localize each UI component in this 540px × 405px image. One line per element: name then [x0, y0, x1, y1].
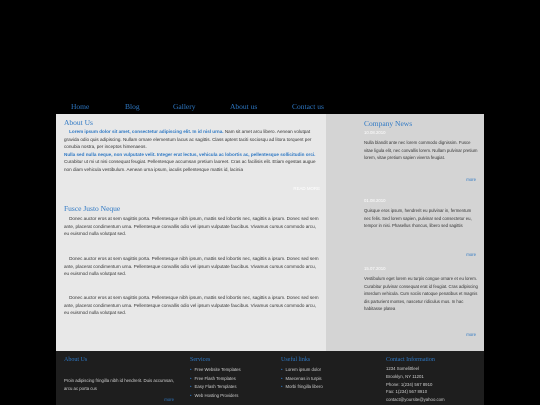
about-highlight-2: Nulla sed nulla neque, non vulputate velit. Integer erat lectus, vehicula ac lobortis ac, pellentesque sollicitudin orci. — [64, 151, 316, 157]
footer-useful-link[interactable]: • Lorem ipsum dolor — [281, 366, 323, 375]
footer-contact — [386, 357, 445, 404]
news-more-link[interactable]: more — [466, 252, 476, 257]
footer-links — [281, 357, 323, 392]
about-text-2: Curabitur ut mi ut nisi consequat feugiat. Pellentesque accumsan pretium laoreet. Cras ac facilisis elit. Etiam egestas augue non diam vehicula vestibulum. Aenean urna ipsum, iaculis pellentesque mattis id, lacinia — [64, 159, 316, 172]
footer-more-link[interactable]: more — [164, 397, 174, 402]
footer-useful-link[interactable]: • Maecenas in turpis — [281, 375, 323, 384]
news-text: Nulla blandit ante nec lorem commodo dignissim. Fusce vitae ligula elit, nec convallis lorem. Nullam pulvinar pretium lorem, vitae pretium sapien viverra feugiat. — [364, 140, 478, 160]
fusce-paragraph: Donec auctor eros at sem sagittis porta. Pellentesque nibh ipsum, mattis sed lobortis nec, sagittis a ipsum. Donec sed sem ante, placerat condimentum urna. Pellentesque convallis odio vel ipsum vulputate faucibus. Vivamus cursus commodo arcu, eu euismod nulla volutpat sed. — [64, 216, 319, 236]
news-item — [364, 130, 478, 182]
about-text-1: Nam sit amet arcu libero. Aenean volutpat gravida odio quis adipiscing. Nullam ornare elementum lacus ac sagittis. Class aptent taciti sociosqu ad litora torquent per conubia nostra, per inceptos himenaeos. — [64, 129, 312, 149]
footer-service-link[interactable]: • Free Flash Templates — [190, 375, 241, 384]
news-date: 15.07.2010 — [364, 266, 386, 271]
footer-contact-heading: Contact Information — [386, 357, 435, 363]
footer-about-text: Proin adipiscing fringilla nibh id hendrerit. Duis accumsan, arcu ac porta cus — [64, 378, 175, 391]
fusce-heading: Fusce Justo Neque — [64, 204, 121, 213]
news-date: 10.08.2010 — [364, 130, 386, 135]
footer-links-heading: Useful links — [281, 357, 311, 363]
main-panel — [56, 114, 484, 351]
contact-email[interactable]: contact@yoursite@yahoo.com — [386, 397, 445, 403]
news-date: 01.08.2010 — [364, 198, 386, 203]
news-text: Quisque eros ipsum, hendrerit eu pulvinar in, fermentum nec felis. Sed lorem sapien, pulvinar sed consectetur eu, tempor in nisi. Phasellus rhoncus, libero sed sagittis — [364, 208, 472, 228]
footer — [56, 351, 484, 405]
footer-about-heading: About Us — [64, 357, 88, 363]
news-sidebar — [358, 114, 484, 351]
contact-fax: Fax: 1(234) 567 8910 — [386, 389, 428, 395]
footer-service-link[interactable]: • Web Hosting Providers — [190, 392, 241, 401]
footer-service-link[interactable]: • Easy Flash Templates — [190, 383, 241, 392]
news-more-link[interactable]: more — [466, 177, 476, 182]
footer-services — [190, 357, 241, 400]
about-highlight-1: Lorem ipsum dolor sit amet, consectetur adipiscing elit. In id nisl urna. — [69, 129, 224, 134]
footer-useful-link[interactable]: • Morbi fringilla libero — [281, 383, 323, 392]
fusce-paragraph: Donec auctor eros at sem sagittis porta. Pellentesque nibh ipsum, mattis sed lobortis nec, sagittis a ipsum. Donec sed sem ante, placerat condimentum urna. Pellentesque convallis odio vel ipsum vulputate faucibus. Vivamus cursus commodo arcu, eu euismod nulla volutpat sed. — [64, 256, 319, 276]
footer-about — [64, 357, 176, 402]
footer-service-link[interactable]: • Free Website Templates — [190, 366, 241, 375]
nav-contact-us[interactable]: Contact us — [292, 102, 324, 111]
nav-blog[interactable]: Blog — [125, 102, 140, 111]
content-column — [56, 114, 326, 351]
news-text: Vestibulum eget lorem eu turpis congue ornare et eu lorem. Curabitur pulvinar consequat erat id feugiat. Cras adipiscing interdum vehicula. Cum sociis natoque penatibus et magnis dis parturient montes, nascetur ridiculus mus. In hac habitasse platea — [364, 276, 478, 311]
footer-services-heading: Services — [190, 357, 211, 363]
nav-about-us[interactable]: About us — [230, 102, 258, 111]
news-more-link[interactable]: more — [466, 332, 476, 337]
about-heading: About Us — [64, 118, 93, 127]
contact-address: 1234 Somelittleel — [386, 366, 419, 371]
contact-phone: Phone: 1(234) 567 8910 — [386, 381, 433, 387]
news-item — [364, 266, 478, 337]
fusce-paragraph: Donec auctor eros at sem sagittis porta. Pellentesque nibh ipsum, mattis sed lobortis nec, sagittis a ipsum. Donec sed sem ante, placerat condimentum urna. Pellentesque convallis odio vel ipsum vulputate faucibus. Vivamus cursus commodo arcu, eu euismod nulla volutpat sed. — [64, 295, 319, 315]
about-text — [64, 128, 322, 173]
contact-city: Brooklyn, NY 11201 — [386, 373, 424, 379]
news-heading: Company News — [364, 119, 413, 128]
nav-home[interactable]: Home — [71, 102, 90, 111]
news-item — [364, 198, 478, 257]
read-more-link[interactable]: READ MORE — [293, 186, 320, 191]
nav-gallery[interactable]: Gallery — [173, 102, 196, 111]
